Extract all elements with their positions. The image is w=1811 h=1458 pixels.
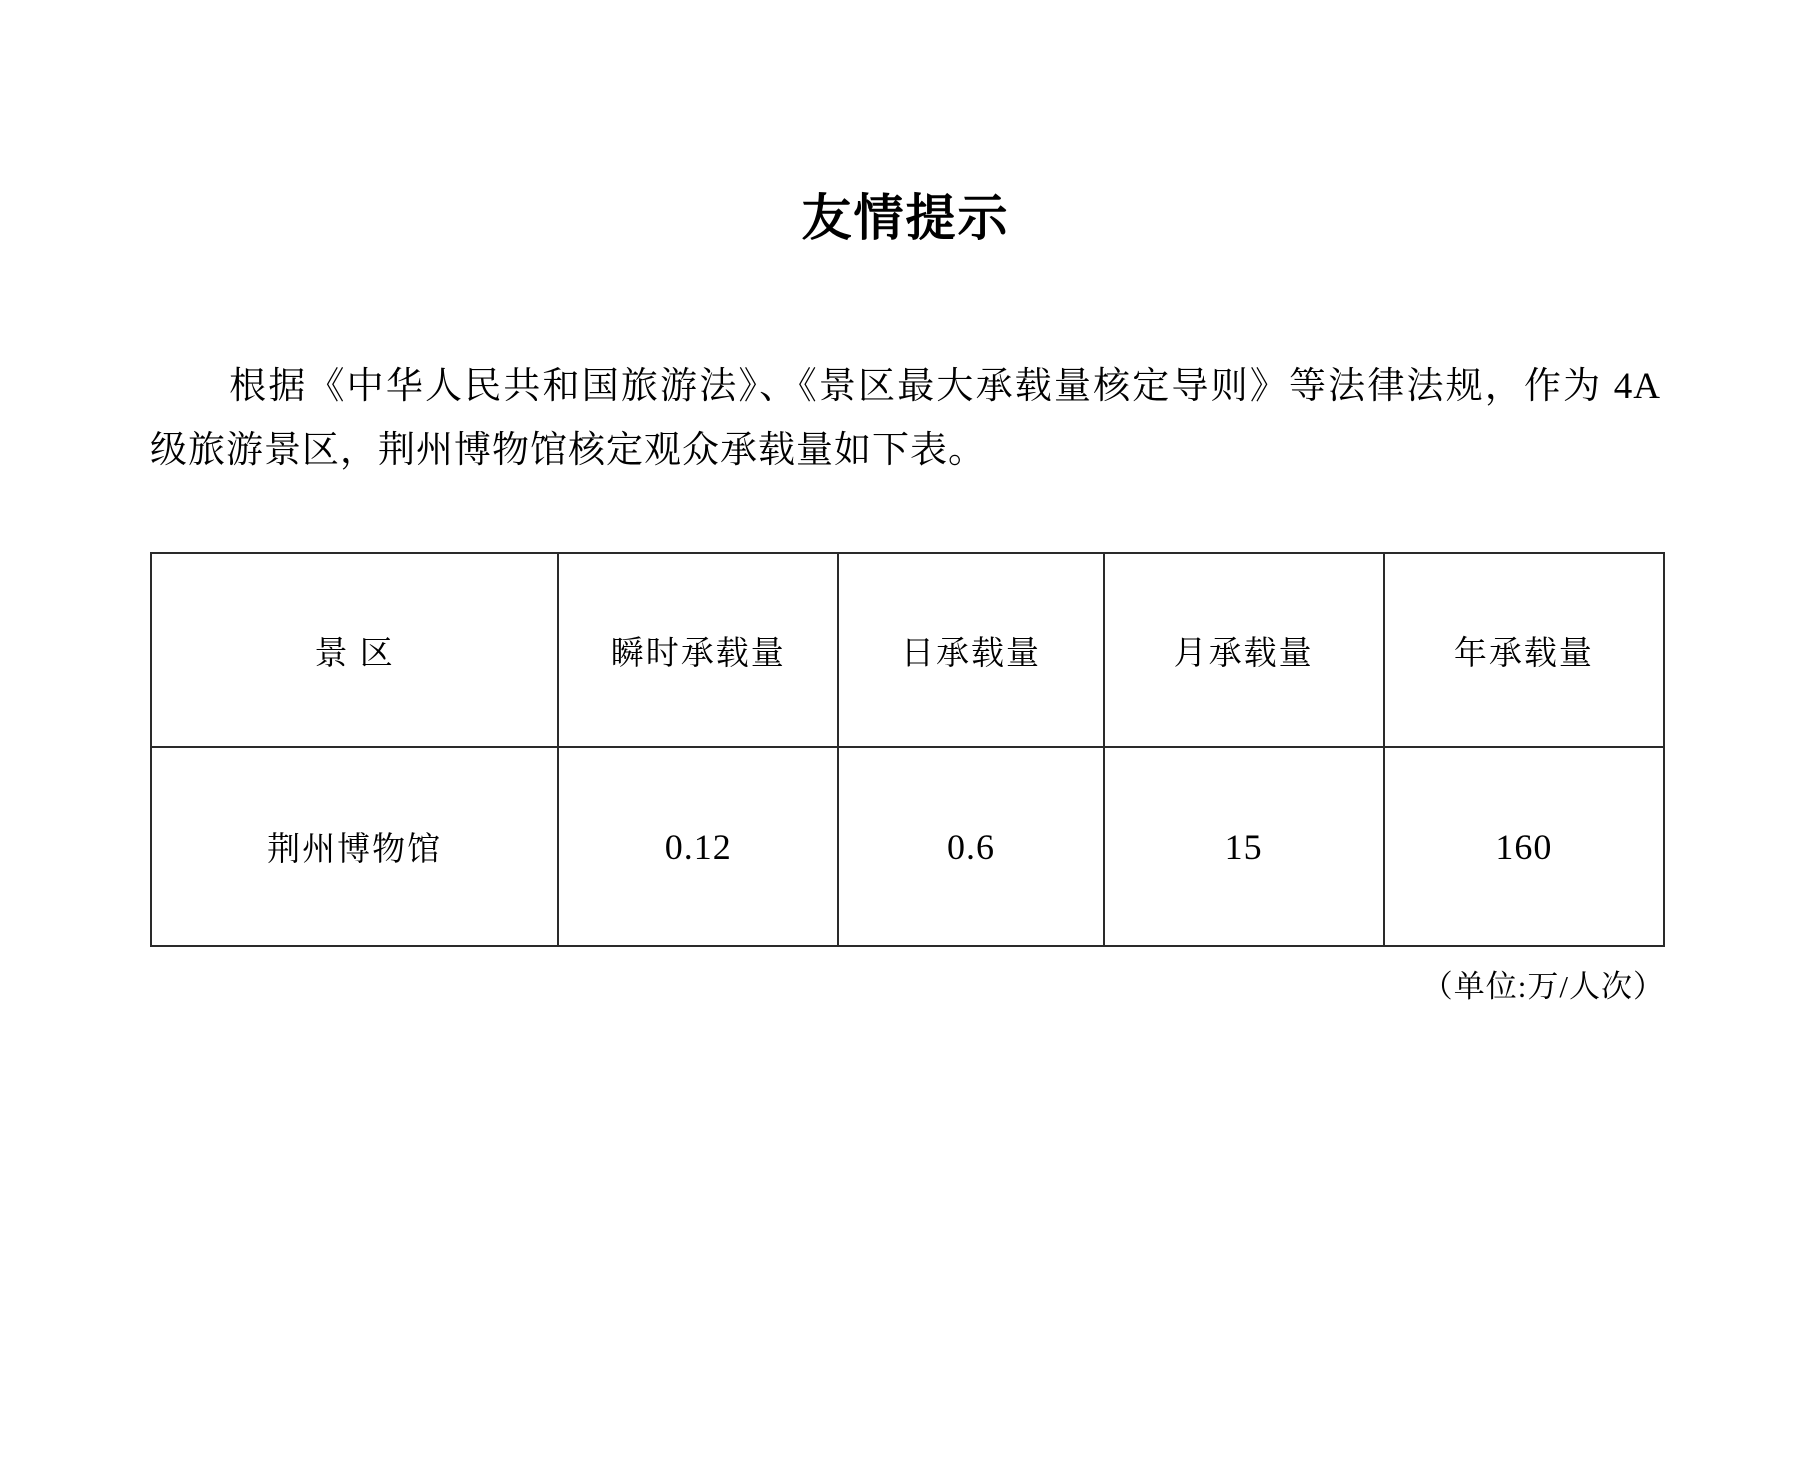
table-header-cell-daily: 日承载量: [838, 553, 1103, 747]
table-header-cell-instant: 瞬时承载量: [558, 553, 838, 747]
cell-instant-capacity: 0.12: [558, 747, 838, 946]
capacity-table: [150, 552, 1665, 947]
table-header-cell-monthly: 月承载量: [1104, 553, 1384, 747]
paragraph-text: 根据《中华人民共和国旅游法》、《景区最大承载量核定导则》等法律法规，作为 4A 级旅游景区，荆州博物馆核定观众承载量如下表。: [150, 366, 1661, 471]
table-header-cell-yearly: 年承载量: [1384, 553, 1664, 747]
unit-note: （单位:万/人次）: [1421, 969, 1665, 1005]
table-header-row: [151, 553, 1664, 747]
capacity-table-wrapper: [150, 552, 1665, 1006]
cell-yearly-capacity: 160: [1384, 747, 1664, 946]
page-title: 友情提示: [801, 188, 1010, 247]
table-header-cell-scenic-area: 景 区: [151, 553, 558, 747]
table-row: [151, 747, 1664, 946]
cell-daily-capacity: 0.6: [838, 747, 1103, 946]
cell-scenic-area: 荆州博物馆: [151, 747, 558, 946]
body-paragraph: [150, 355, 1661, 482]
cell-monthly-capacity: 15: [1104, 747, 1384, 946]
document-page: [0, 178, 1811, 1458]
